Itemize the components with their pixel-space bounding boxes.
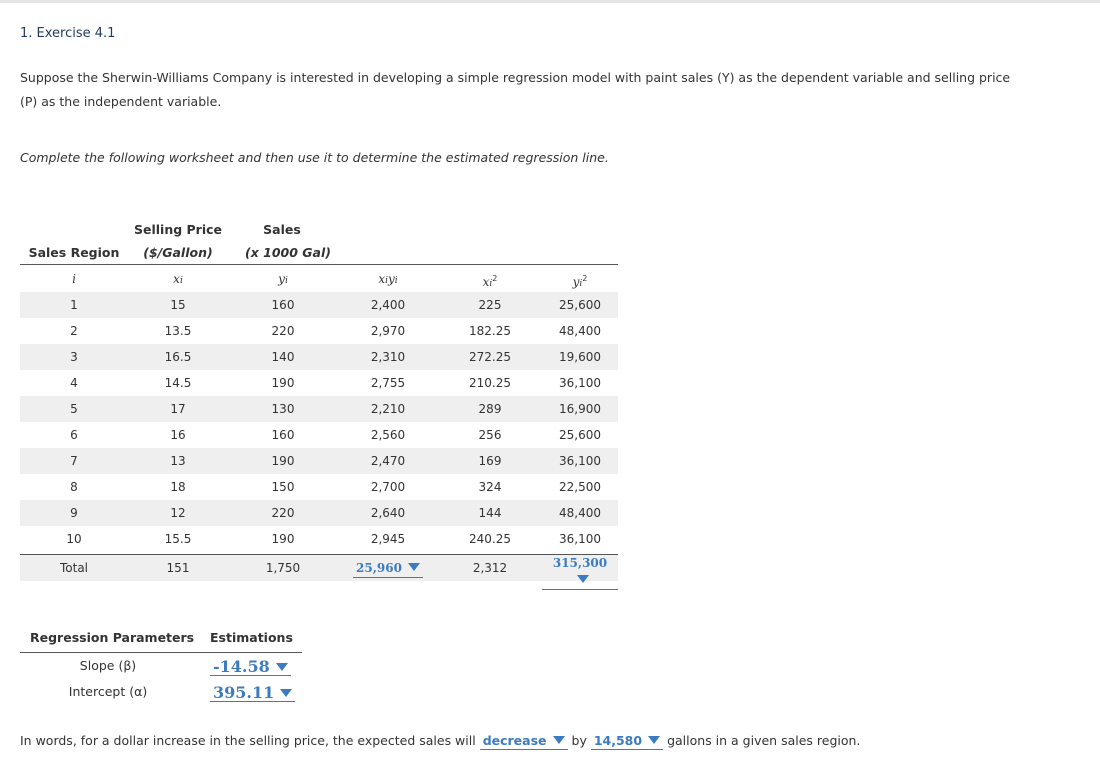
table-row (20, 474, 618, 500)
cell-sales: 150 (271, 480, 295, 494)
cell-x-squared: 289 (478, 402, 502, 416)
cell-region: 6 (70, 428, 78, 442)
chevron-down-icon (577, 575, 589, 583)
cell-xy: 2,755 (370, 376, 406, 390)
symbol-yi-squared: $yi^2$ (572, 274, 588, 289)
cell-region: 10 (66, 532, 82, 546)
cell-sales: 190 (271, 376, 295, 390)
symbol-xiyi: xiyi (378, 272, 398, 286)
cell-sales: 160 (271, 298, 295, 312)
total-label: Total (59, 561, 89, 575)
cell-price: 13 (170, 454, 186, 468)
cell-x-squared: 182.25 (469, 324, 511, 338)
table-row (20, 344, 618, 370)
cell-xy: 2,470 (370, 454, 406, 468)
cell-region: 7 (70, 454, 78, 468)
total-y-squared-cell (542, 555, 618, 581)
cell-y-squared: 16,900 (559, 402, 601, 416)
cell-y-squared: 48,400 (559, 506, 601, 520)
cell-region: 3 (70, 350, 78, 364)
intercept-cell (210, 683, 295, 702)
amount-dropdown[interactable]: 14,580 (591, 732, 663, 750)
cell-xy: 2,970 (370, 324, 406, 338)
table-row (20, 526, 618, 552)
cell-sales: 190 (271, 454, 295, 468)
cell-xy: 2,560 (370, 428, 406, 442)
cell-region: 4 (70, 376, 78, 390)
cell-sales: 140 (271, 350, 295, 364)
cell-y-squared: 25,600 (559, 428, 601, 442)
chevron-down-icon (276, 663, 288, 671)
exercise-title: 1. Exercise 4.1 (20, 26, 116, 41)
slope-label: Slope (β) (79, 658, 137, 673)
symbol-i: i (72, 272, 76, 286)
table-row (20, 370, 618, 396)
symbol-xi-squared: $xi^2$ (482, 274, 498, 289)
cell-xy: 2,210 (370, 402, 406, 416)
total-price: 151 (166, 561, 190, 575)
chevron-down-icon (648, 736, 660, 744)
cell-y-squared: 36,100 (559, 532, 601, 546)
cell-sales: 190 (271, 532, 295, 546)
total-x-squared: 2,312 (472, 561, 508, 575)
cell-x-squared: 272.25 (469, 350, 511, 364)
header-rule (20, 652, 302, 653)
cell-price: 18 (170, 480, 186, 494)
cell-y-squared: 36,100 (559, 376, 601, 390)
cell-x-squared: 169 (478, 454, 502, 468)
cell-x-squared: 225 (478, 298, 502, 312)
table-row (20, 448, 618, 474)
cell-region: 8 (70, 480, 78, 494)
cell-xy: 2,700 (370, 480, 406, 494)
cell-xy: 2,310 (370, 350, 406, 364)
instruction-text: Complete the following worksheet and then use it to determine the estimated regression line. (20, 150, 609, 165)
cell-y-squared: 48,400 (559, 324, 601, 338)
cell-price: 16 (170, 428, 186, 442)
cell-y-squared: 22,500 (559, 480, 601, 494)
problem-statement: Suppose the Sherwin-Williams Company is interested in developing a simple regression model with paint sales (Y) as the dependent variable and selling price (P) as the independent variable. (20, 70, 1011, 109)
cell-x-squared: 240.25 (469, 532, 511, 546)
header-regression-parameters: Regression Parameters (30, 630, 195, 645)
header-sales: Sales (263, 222, 301, 237)
intercept-label: Intercept (α) (68, 684, 148, 699)
total-sales: 1,750 (265, 561, 301, 575)
cell-price: 14.5 (164, 376, 192, 390)
header-estimations: Estimations (210, 630, 293, 645)
cell-price: 17 (170, 402, 186, 416)
slope-dropdown[interactable]: -14.58 (210, 658, 291, 676)
cell-price: 15 (170, 298, 186, 312)
cell-xy: 2,945 (370, 532, 406, 546)
cell-price: 13.5 (164, 324, 192, 338)
cell-sales: 220 (271, 324, 295, 338)
cell-y-squared: 25,600 (559, 298, 601, 312)
top-divider (0, 0, 1100, 3)
header-sales-region: Sales Region (28, 245, 120, 260)
chevron-down-icon (280, 689, 292, 697)
cell-y-squared: 19,600 (559, 350, 601, 364)
header-sales-unit: (x 1000 Gal) (245, 245, 331, 260)
symbol-xi: xi (173, 272, 183, 286)
header-price-unit: ($/Gallon) (143, 245, 213, 260)
cell-sales: 160 (271, 428, 295, 442)
slope-cell (210, 657, 291, 676)
cell-region: 9 (70, 506, 78, 520)
sentence-part2: by (571, 733, 587, 748)
table-row (20, 396, 618, 422)
cell-x-squared: 256 (478, 428, 502, 442)
table-row (20, 500, 618, 526)
cell-price: 12 (170, 506, 186, 520)
cell-sales: 220 (271, 506, 295, 520)
cell-xy: 2,640 (370, 506, 406, 520)
header-rule (20, 264, 618, 265)
total-xy-dropdown[interactable]: 25,960 (353, 560, 423, 578)
cell-x-squared: 210.25 (469, 376, 511, 390)
total-row (20, 555, 618, 581)
cell-price: 16.5 (164, 350, 192, 364)
header-selling-price: Selling Price (133, 222, 223, 237)
cell-region: 1 (70, 298, 78, 312)
total-y-squared-dropdown[interactable]: 315,300 (542, 555, 618, 590)
direction-dropdown[interactable]: decrease (480, 732, 568, 750)
interpretation-sentence (20, 732, 860, 750)
cell-price: 15.5 (164, 532, 192, 546)
total-xy-cell (338, 555, 438, 581)
table-row (20, 292, 618, 318)
sentence-part3: gallons in a given sales region. (667, 733, 861, 748)
cell-region: 5 (70, 402, 78, 416)
table-row (20, 318, 618, 344)
cell-x-squared: 144 (478, 506, 502, 520)
chevron-down-icon (408, 563, 420, 571)
cell-x-squared: 324 (478, 480, 502, 494)
cell-sales: 130 (271, 402, 295, 416)
symbol-row (20, 266, 618, 292)
symbol-yi: yi (278, 272, 288, 286)
cell-xy: 2,400 (370, 298, 406, 312)
cell-y-squared: 36,100 (559, 454, 601, 468)
table-row (20, 422, 618, 448)
intercept-dropdown[interactable]: 395.11 (210, 684, 295, 702)
sentence-part1: In words, for a dollar increase in the selling price, the expected sales will (20, 733, 476, 748)
cell-region: 2 (70, 324, 78, 338)
chevron-down-icon (553, 736, 565, 744)
